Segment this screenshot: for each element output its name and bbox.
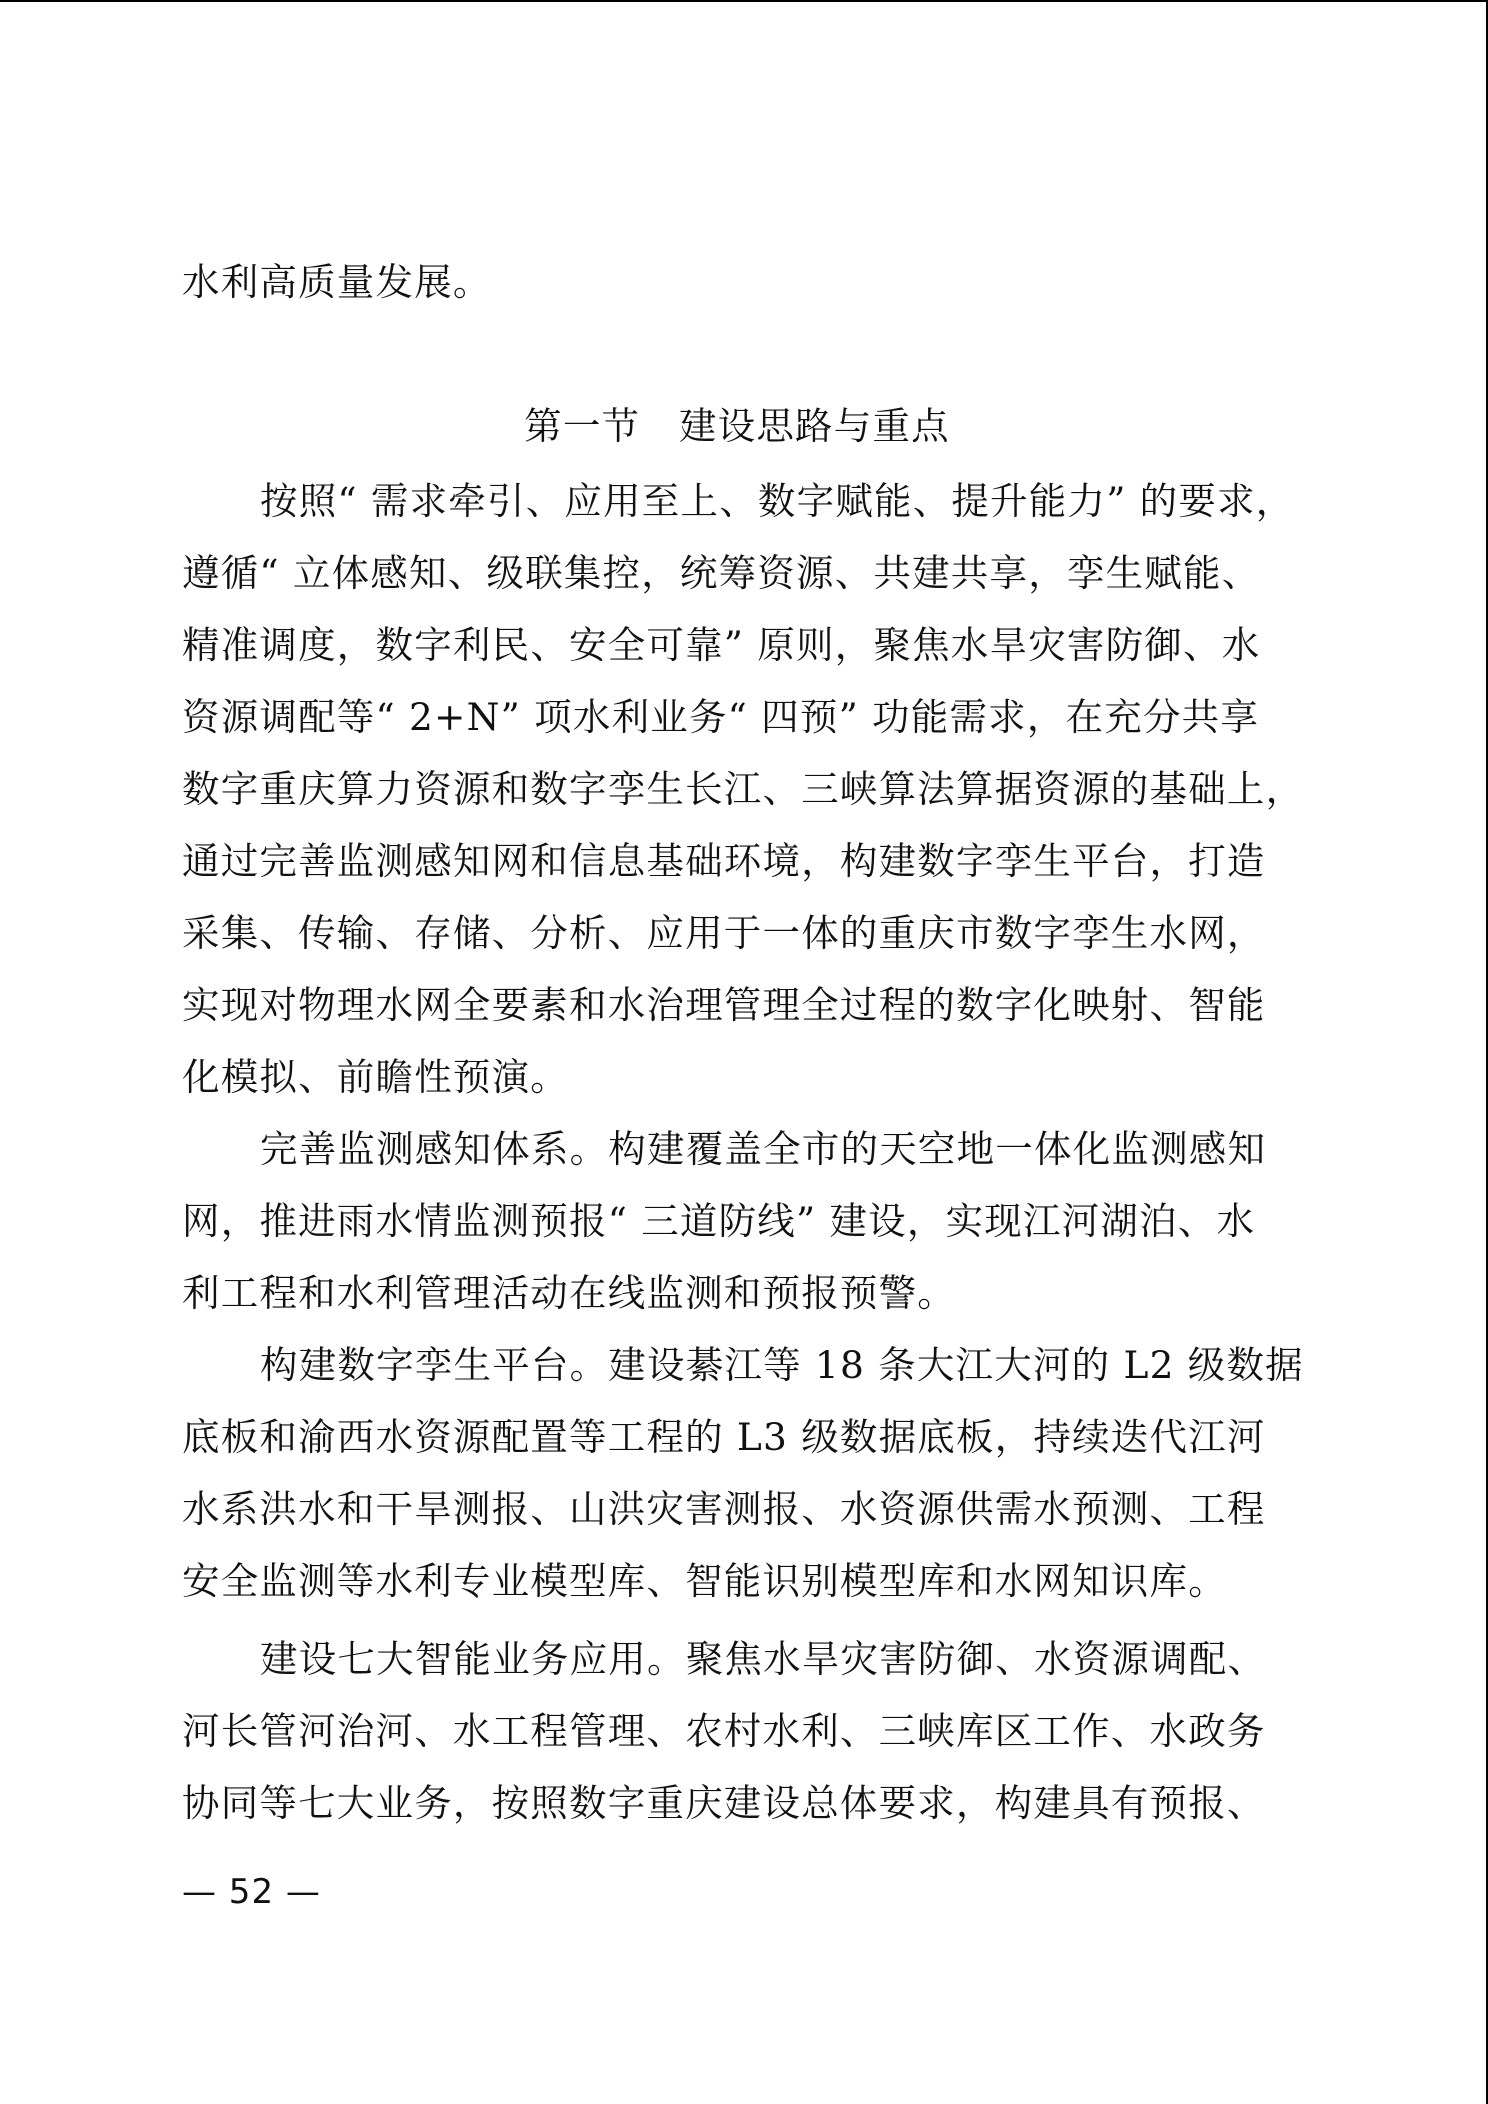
paragraph-line: 底板和渝西水资源配置等工程的 L3 级数据底板，持续迭代江河 — [182, 1415, 1266, 1459]
paragraph-line: 资源调配等“ 2+N” 项水利业务“ 四预” 功能需求，在充分共享 — [182, 695, 1260, 739]
paragraph-line: 实现对物理水网全要素和水治理管理全过程的数字化映射、智能 — [182, 983, 1266, 1027]
paragraph-line: 数字重庆算力资源和数字孪生长江、三峡算法算据资源的基础上， — [182, 767, 1305, 811]
paragraph-line: 安全监测等水利专业模型库、智能识别模型库和水网知识库。 — [182, 1559, 1227, 1603]
page-top-border — [0, 0, 1488, 2]
paragraph-line: 协同等七大业务，按照数字重庆建设总体要求，构建具有预报、 — [182, 1781, 1266, 1825]
paragraph-line: 遵循“ 立体感知、级联集控，统筹资源、共建共享，孪生赋能、 — [182, 551, 1261, 595]
page-number: — 52 — — [182, 1872, 321, 1912]
paragraph-line: 化模拟、前瞻性预演。 — [182, 1055, 569, 1099]
paragraph-line: 按照“ 需求牵引、应用至上、数字赋能、提升能力” 的要求， — [260, 479, 1295, 523]
paragraph-line: 通过完善监测感知网和信息基础环境，构建数字孪生平台，打造 — [182, 839, 1266, 883]
paragraph-line: 网，推进雨水情监测预报“ 三道防线” 建设，实现江河湖泊、水 — [182, 1199, 1256, 1243]
top-fragment-block — [182, 246, 1292, 318]
paragraph-line: 完善监测感知体系。构建覆盖全市的天空地一体化监测感知 — [260, 1127, 1267, 1171]
paragraph-line: 建设七大智能业务应用。聚焦水旱灾害防御、水资源调配、 — [260, 1637, 1267, 1681]
paragraph-line: 水系洪水和干旱测报、山洪灾害测报、水资源供需水预测、工程 — [182, 1487, 1266, 1531]
paragraph-2 — [182, 1113, 1292, 1329]
paragraph-4 — [182, 1623, 1292, 1839]
paragraph-1 — [182, 465, 1305, 1113]
paragraph-line: 利工程和水利管理活动在线监测和预报预警。 — [182, 1271, 956, 1315]
paragraph-3 — [182, 1329, 1304, 1617]
paragraph-line: 精准调度，数字利民、安全可靠” 原则，聚焦水旱灾害防御、水 — [182, 623, 1261, 667]
top-fragment-line: 水利高质量发展。 — [182, 260, 492, 304]
section-title: 第一节 建设思路与重点 — [524, 404, 950, 448]
paragraph-line: 采集、传输、存储、分析、应用于一体的重庆市数字孪生水网， — [182, 911, 1266, 955]
paragraph-line: 河长管河治河、水工程管理、农村水利、三峡库区工作、水政务 — [182, 1709, 1266, 1753]
paragraph-line: 构建数字孪生平台。建设綦江等 18 条大江大河的 L2 级数据 — [260, 1343, 1304, 1387]
